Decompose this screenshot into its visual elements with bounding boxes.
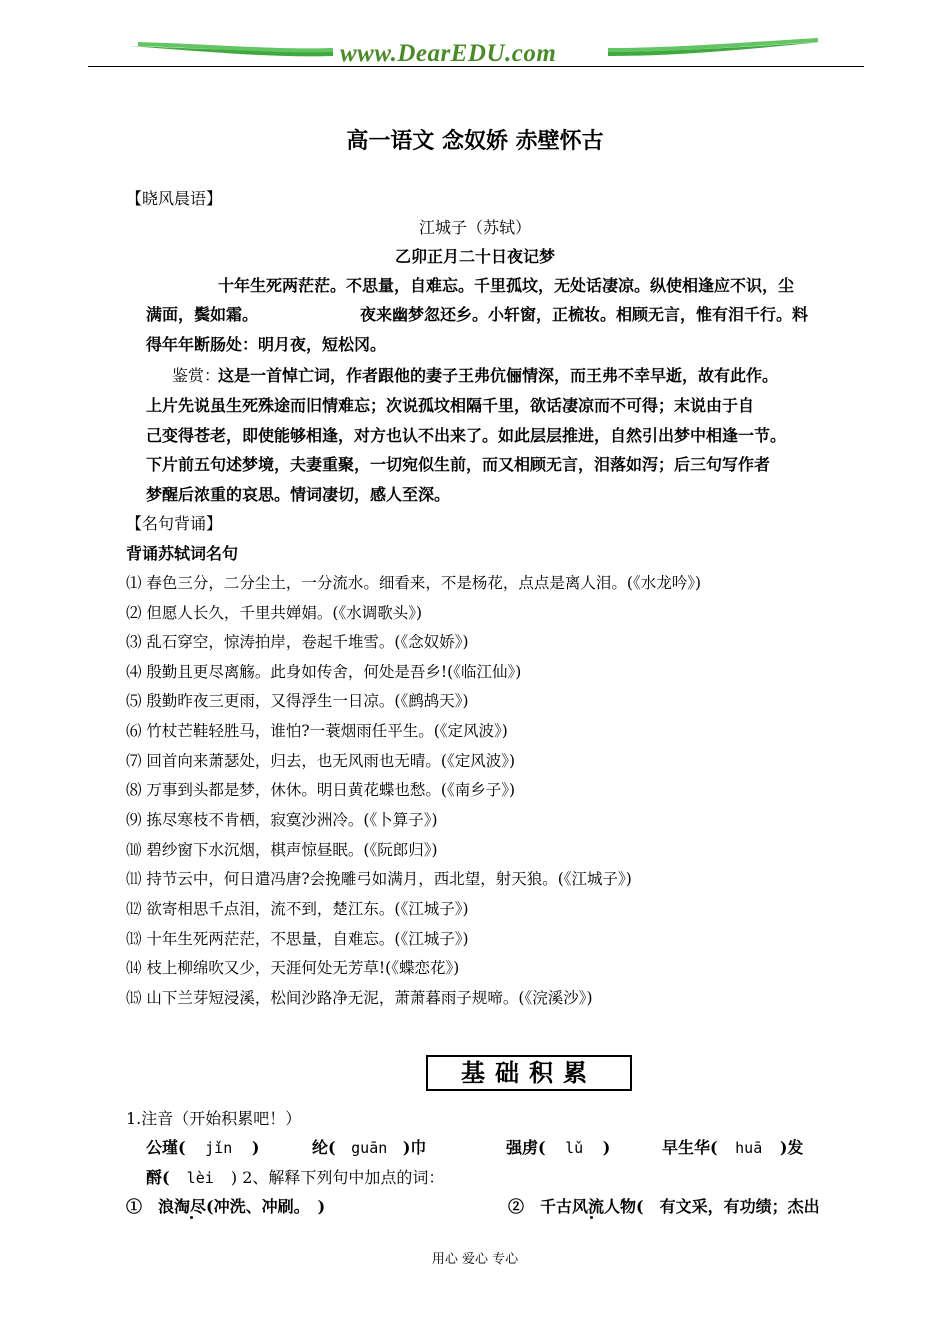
header-rule (88, 66, 864, 67)
poem-line: 满面，鬓如霜。 (146, 305, 259, 324)
phonetic-word: 强虏( (506, 1138, 546, 1157)
phonetic-word: 早生华( (662, 1138, 718, 1157)
famous-line-item: ⑾ 持节云中，何日遣冯唐?会挽雕弓如满月，西北望，射天狼。(《江城子》) (126, 870, 632, 888)
phonetic-pinyin: guān (351, 1139, 388, 1157)
famous-line-item: ⑺ 回首向来萧瑟处，归去，也无风雨也无晴。(《定风波》) (126, 752, 516, 770)
phonetic-close: ) (602, 1138, 611, 1157)
phonetic-item (146, 1165, 444, 1188)
appreciation-line: 上片先说虽生死殊途而旧情难忘；次说孤坟相隔千里，欲话凄凉而不可得；末说由于自 (146, 396, 755, 415)
poem-line: 得年年断肠处：明月夜，短松冈。 (146, 335, 387, 354)
section-label-morning: 【晓风晨语】 (126, 189, 223, 208)
phonetic-item (146, 1135, 259, 1158)
phonetic-pinyin: lèi (186, 1169, 214, 1187)
phonetic-item (506, 1135, 610, 1158)
famous-line-item: ⑼ 拣尽寒枝不肯栖，寂寞沙洲冷。(《卜算子》) (126, 811, 438, 829)
famous-line-item: ⑶ 乱石穿空，惊涛拍岸，卷起千堆雪。(《念奴娇》) (126, 633, 469, 651)
famous-line-item: ⑷ 殷勤且更尽离觞。此身如传舍，何处是吾乡!(《临江仙》) (126, 663, 522, 681)
phonetic-pinyin: jǐn (205, 1139, 233, 1157)
header-logo (128, 36, 822, 76)
poem-line: 夜来幽梦忽还乡。小轩窗，正梳妆。相顾无言，惟有泪千行。料 (360, 305, 809, 324)
phonetic-item (312, 1135, 426, 1158)
famous-line-item: ⑿ 欲寄相思千点泪，流不到，楚江东。(《江城子》) (126, 900, 469, 918)
poem-title: 江城子（苏轼） (418, 218, 531, 237)
phonetic-pinyin: lǔ (565, 1139, 584, 1157)
phonetic-close: )巾 (402, 1138, 427, 1157)
appreciation-line: 己变得苍老，即使能够相逢，对方也认不出来了。如此层层推进，自然引出梦中相逢一节。 (146, 426, 787, 445)
famous-line-item: ⑹ 竹杖芒鞋轻胜马，谁怕?一蓑烟雨任平生。(《定风波》) (126, 722, 508, 740)
famous-line-item: ⑵ 但愿人长久，千里共婵娟。(《水调歌头》) (126, 604, 423, 622)
appreciation-line: 这是一首悼亡词，作者跟他的妻子王弗伉俪情深，而王弗不幸早逝，故有此作。 (218, 366, 779, 385)
question-1-label: 1.注音（开始积累吧！） (126, 1109, 302, 1128)
question-2-item: ① 浪淘尽(冲洗、冲刷。 ) (126, 1197, 326, 1216)
famous-line-item: ⑴ 春色三分，二分尘土，一分流水。细看来，不是杨花，点点是离人泪。(《水龙吟》) (126, 574, 702, 592)
famous-line-item: ⒀ 十年生死两茫茫，不思量，自难忘。(《江城子》) (126, 930, 469, 948)
phonetic-close: ) (251, 1138, 260, 1157)
section-label-famous-lines: 【名句背诵】 (126, 514, 223, 533)
phonetic-word: 纶( (312, 1138, 336, 1157)
phonetic-pinyin: huā (735, 1139, 763, 1157)
phonetic-item (662, 1135, 803, 1158)
famous-line-item: ⒂ 山下兰芽短浸溪，松间沙路净无泥，萧萧暮雨子规啼。(《浣溪沙》) (126, 989, 593, 1007)
page-footer: 用心 爱心 专心 (431, 1252, 519, 1267)
famous-line-item: ⑸ 殷勤昨夜三更雨，又得浮生一日凉。(《鹧鸪天》) (126, 692, 469, 710)
poem-subtitle: 乙卯正月二十日夜记梦 (394, 247, 555, 266)
famous-lines-heading: 背诵苏轼词名句 (126, 544, 239, 563)
phonetic-close: )发 (779, 1138, 804, 1157)
appreciation-line: 下片前五句述梦境，夫妻重聚，一切宛似生前，而又相顾无言，泪落如泻；后三句写作者 (146, 455, 771, 474)
page-title: 高一语文 念奴娇 赤壁怀古 (346, 128, 604, 154)
phonetic-close: ) (230, 1168, 238, 1187)
famous-line-item: ⒁ 枝上柳绵吹又少，天涯何处无芳草!(《蝶恋花》) (126, 959, 460, 977)
emphasis-dot (590, 1216, 593, 1219)
site-logo-text: www.DearEDU.com (340, 40, 557, 67)
basic-accumulation-box: 基础积累 (426, 1055, 632, 1091)
emphasis-dot (190, 1216, 193, 1219)
phonetic-word: 公瑾( (146, 1138, 186, 1157)
famous-line-item: ⑽ 碧纱窗下水沉烟，棋声惊昼眠。(《阮郎归》) (126, 841, 438, 859)
poem-line: 十年生死两茫茫。不思量，自难忘。千里孤坟，无处话凄凉。纵使相逢应不识，尘 (218, 276, 795, 295)
phonetic-word: 酹( (146, 1168, 170, 1187)
famous-line-item: ⑻ 万事到头都是梦，休休。明日黄花蝶也愁。(《南乡子》) (126, 781, 516, 799)
question-2-item: ② 千古风流人物( 有文采，有功绩；杰出 (508, 1197, 820, 1216)
appreciation-label: 鉴赏： (172, 366, 221, 385)
appreciation-line: 梦醒后浓重的哀思。情词凄切，感人至深。 (146, 485, 451, 504)
question-2-label: 2、解释下列句中加点的词： (242, 1168, 445, 1187)
